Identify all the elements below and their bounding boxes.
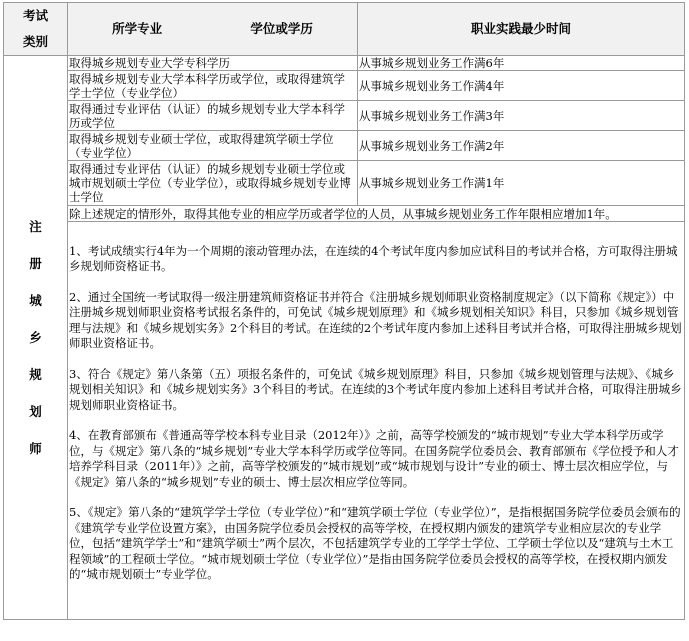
note-paragraph: 4、在教育部颁布《普通高等学校本科专业目录（2012年）》之前，高等学校颁发的“城市规划”专业大学本科学历或学位，与《规定》第八条的“城乡规划”专业大学本科学历或学位等同。在国务院学位委员会、教育部颁布《学位授予和人才培养学科目录（2011年）》之前，高等学校颁发的“城市规划”或“城市规划与设计”专业的硕士、博士层次相应学位，与《规定》第八条的“城乡规划”专业的硕士、博士层次相应学位等同。 [69, 428, 679, 489]
category-char: 册 [29, 256, 42, 271]
header-category-label: 考试类别 [22, 8, 48, 49]
notes-cell [68, 222, 685, 620]
requirement-cell: 取得城乡规划专业大学本科学历或学位，或取得建筑学学士学位（专业学位） [68, 71, 358, 101]
category-char: 划 [29, 404, 42, 419]
category-char: 乡 [29, 330, 42, 345]
header-major: 所学专业 [112, 21, 163, 36]
experience-cell: 从事城乡规划业务工作满3年 [358, 101, 685, 131]
extra-years-note: 除上述规定的情形外，取得其他专业的相应学历或者学位的人员，从事城乡规划业务工作年限相应增加1年。 [68, 206, 685, 222]
header-major-degree-cell [68, 3, 358, 56]
header-row [4, 3, 685, 56]
note-row [4, 206, 685, 222]
experience-cell: 从事城乡规划业务工作满2年 [358, 131, 685, 161]
category-cell [4, 56, 68, 620]
table-row [4, 101, 685, 131]
experience-cell: 从事城乡规划业务工作满1年 [358, 161, 685, 206]
header-degree: 学位或学历 [250, 21, 313, 36]
experience-cell: 从事城乡规划业务工作满6年 [358, 56, 685, 71]
table-row [4, 56, 685, 71]
exam-requirements-table [3, 2, 685, 620]
experience-cell: 从事城乡规划业务工作满4年 [358, 71, 685, 101]
category-char: 注 [29, 219, 42, 234]
table-row [4, 131, 685, 161]
requirement-cell: 取得城乡规划专业大学专科学历 [68, 56, 358, 71]
note-paragraph: 3、符合《规定》第八条第（五）项报名条件的，可免试《城乡规划原理》科目，只参加《城乡规划管理与法规》、《城乡规划相关知识》和《城乡规划实务》3个科目的考试。在连续的3个考试年度内参加上述科目考试并合格，可取得注册城乡规划师职业资格证书。 [69, 366, 682, 412]
category-char: 城 [29, 293, 42, 308]
category-char: 规 [29, 367, 42, 382]
header-category [4, 3, 68, 56]
category-char: 师 [29, 441, 42, 456]
requirement-cell: 取得城乡规划专业硕士学位，或取得建筑学硕士学位（专业学位） [68, 131, 358, 161]
header-experience: 职业实践最少时间 [358, 3, 685, 56]
note-paragraph: 1、考试成绩实行4年为一个周期的滚动管理办法，在连续的4个考试年度内参加应试科目的考试并合格，方可取得注册城乡规划师资格证书。 [69, 243, 678, 273]
requirement-cell: 取得通过专业评估（认证）的城乡规划专业硕士学位或城市规划硕士学位（专业学位），或取得城乡规划专业博士学位 [68, 161, 358, 206]
note-paragraph: 5、《规定》第八条的“建筑学学士学位（专业学位）”和“建筑学硕士学位（专业学位）”，是指根据国务院学位委员会颁布的《建筑学专业学位设置方案》，由国务院学位委员会授权的高等学校，在授权期内颁发的建筑学专业相应层次的专业学位，包括“建筑学学士”和“建筑学硕士”两个层次，不包括建筑学专业的工学学士学位、工学硕士学位以及“建筑与土木工程领域”的工程硕士学位。“城市规划硕士学位（专业学位）”是指由国务院学位委员会授权的高等学校，在授权期内颁发的“城市规划硕士”专业学位。 [69, 505, 681, 581]
note-paragraph: 2、通过全国统一考试取得一级注册建筑师资格证书并符合《注册城乡规划师职业资格制度规定》（以下简称《规定》）中注册城乡规划师职业资格考试报名条件的，可免试《城乡规划原理》和《城乡规划相关知识》科目，只参加《城乡规划管理与法规》和《城乡规划实务》2个科目的考试。在连续的2个考试年度内参加上述科目考试并合格，可取得注册城乡规划师职业资格证书。 [69, 289, 682, 350]
notes-row [4, 222, 685, 620]
table-row [4, 161, 685, 206]
requirement-cell: 取得通过专业评估（认证）的城乡规划专业大学本科学历或学位 [68, 101, 358, 131]
table-row [4, 71, 685, 101]
